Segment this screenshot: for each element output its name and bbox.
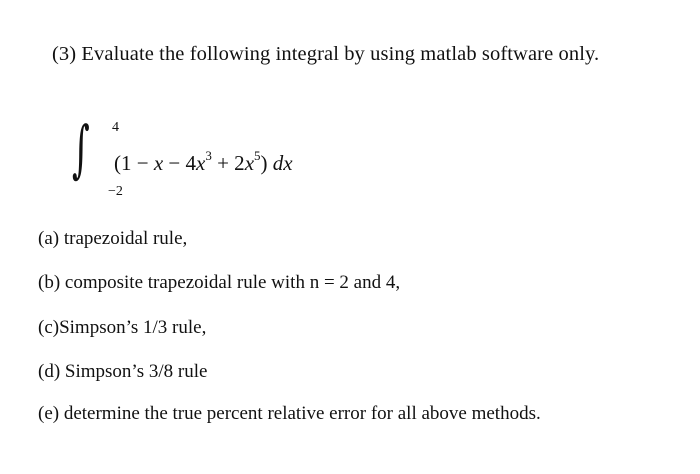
integral-expression [72,112,412,218]
part-c: (c)Simpson’s 1/3 rule, [38,317,207,338]
part-e: (e) determine the true percent relative error for all above methods. [38,403,541,424]
variable-x: x [244,151,255,175]
variable-x: x [196,151,206,175]
integral-sign: ∫ [72,112,90,185]
integrand-term-4: − 4 [163,151,197,175]
part-a: (a) trapezoidal rule, [38,228,188,249]
integrand-open: (1 − [114,151,154,175]
lower-limit: −2 [108,184,123,199]
integrand-close: ) [260,151,273,175]
exponent-5: 5 [254,148,261,163]
integrand-term-2: + 2 [211,151,245,175]
upper-limit: 4 [112,120,119,135]
differential-dx: dx [272,151,293,175]
variable-x: x [153,151,164,175]
part-d: (d) Simpson’s 3/8 rule [38,361,208,382]
part-b: (b) composite trapezoidal rule with n = 2 and 4, [38,272,401,293]
exponent-3: 3 [205,148,212,163]
question-title: (3) Evaluate the following integral by using matlab software only. [52,43,600,65]
integrand [114,150,293,176]
